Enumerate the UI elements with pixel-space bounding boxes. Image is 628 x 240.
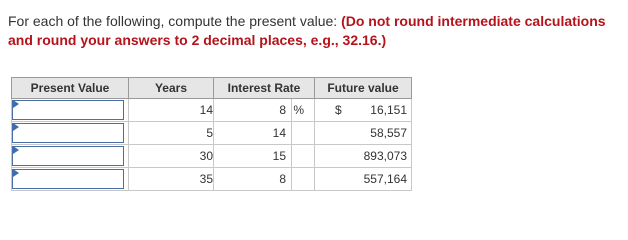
future-value-amount: 58,557 <box>370 126 407 140</box>
interest-rate-value: 15 <box>272 149 286 163</box>
present-value-input[interactable] <box>12 169 124 189</box>
future-value-cell <box>315 145 412 168</box>
header-future-value: Future value <box>315 78 412 99</box>
rate-divider <box>291 99 292 121</box>
years-cell: 35 <box>129 168 214 191</box>
table-row <box>12 168 412 191</box>
years-cell: 30 <box>129 145 214 168</box>
present-value-input[interactable] <box>12 100 124 120</box>
interest-rate-cell <box>214 122 315 145</box>
interest-rate-cell <box>214 168 315 191</box>
interest-rate-cell <box>214 99 315 122</box>
rate-divider <box>291 122 292 144</box>
table-row <box>12 122 412 145</box>
table-row <box>12 99 412 122</box>
interest-rate-cell <box>214 145 315 168</box>
rate-divider <box>291 168 292 190</box>
interest-rate-value: 8 <box>279 103 286 117</box>
header-present-value: Present Value <box>12 78 129 99</box>
future-value-amount: 557,164 <box>363 172 407 186</box>
years-cell: 14 <box>129 99 214 122</box>
present-value-cell <box>12 122 129 145</box>
header-interest-rate: Interest Rate <box>214 78 315 99</box>
present-value-table <box>11 77 412 191</box>
present-value-cell <box>12 168 129 191</box>
present-value-cell <box>12 99 129 122</box>
future-value-amount: 16,151 <box>370 103 407 117</box>
flag-icon <box>13 123 19 131</box>
future-value-amount: 893,073 <box>363 149 407 163</box>
instructions-text: For each of the following, compute the present value: <box>8 13 342 29</box>
interest-rate-value: 8 <box>279 172 286 186</box>
instructions <box>8 12 620 50</box>
future-value-cell <box>315 122 412 145</box>
rate-divider <box>291 145 292 167</box>
flag-icon <box>13 146 19 154</box>
future-value-cell <box>315 168 412 191</box>
header-years: Years <box>129 78 214 99</box>
currency-symbol: $ <box>335 103 342 117</box>
years-cell: 5 <box>129 122 214 145</box>
instructions-emphasis: (Do not round intermediate calculations and round your answers to 2 decimal places, e.g., 32.16.) <box>8 13 606 48</box>
future-value-cell <box>315 99 412 122</box>
table-row <box>12 145 412 168</box>
table-header-row <box>12 78 412 99</box>
flag-icon <box>13 100 19 108</box>
interest-rate-value: 14 <box>272 126 286 140</box>
flag-icon <box>13 169 19 177</box>
percent-unit: % <box>293 103 304 117</box>
present-value-cell <box>12 145 129 168</box>
present-value-input[interactable] <box>12 123 124 143</box>
present-value-input[interactable] <box>12 146 124 166</box>
